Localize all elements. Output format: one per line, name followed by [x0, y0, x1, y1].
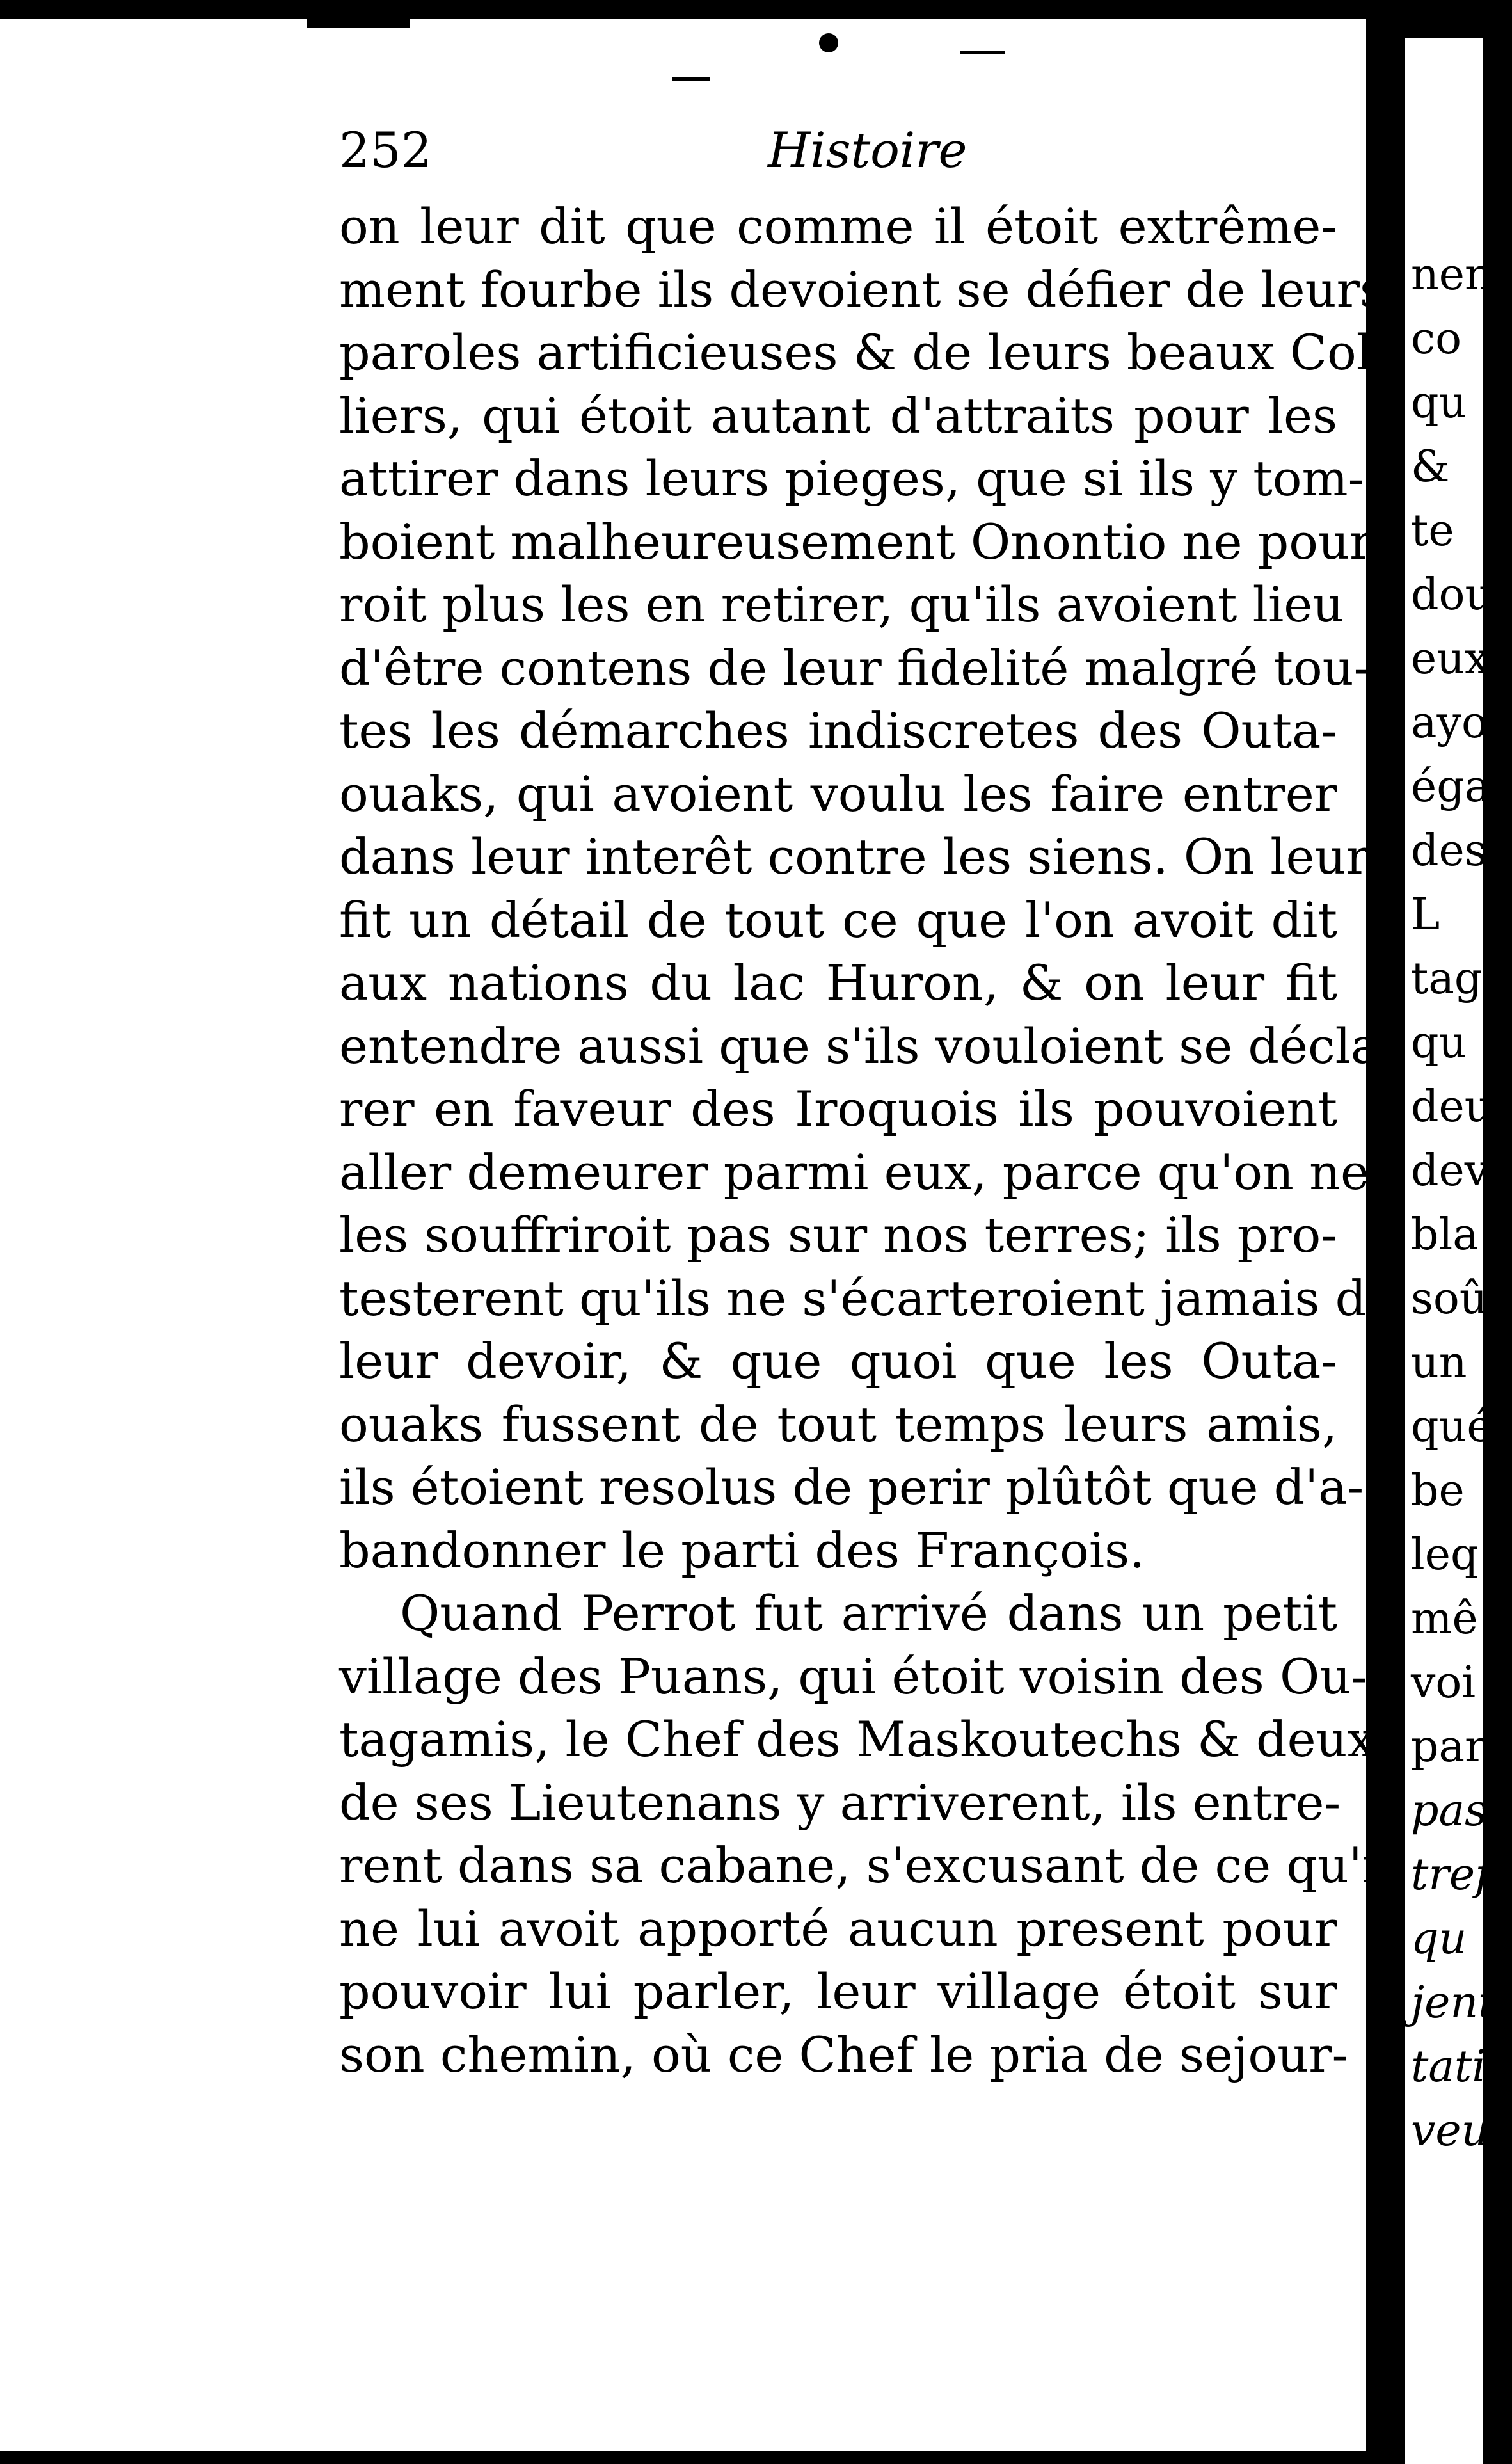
facing-page-text: voi — [1411, 1658, 1476, 1708]
facing-page-text: co — [1411, 314, 1462, 364]
text-line: tagamis, le Chef des Maskoutechs & deux — [339, 1711, 1375, 1768]
text-line: de ses Lieutenans y arriverent, ils entre- — [339, 1773, 1341, 1831]
page-header — [339, 122, 1337, 192]
facing-page-text: L — [1411, 890, 1440, 940]
text-line: fit un détail de tout ce que l'on avoit dit — [339, 891, 1337, 948]
facing-page-text: par — [1411, 1722, 1486, 1772]
facing-page-text: deu — [1411, 1082, 1493, 1132]
text-line: boient malheureusement Onontio ne pour- — [339, 513, 1389, 570]
text-line: Quand Perrot fut arrivé dans un petit — [400, 1585, 1337, 1642]
facing-page-text: mê — [1411, 1594, 1478, 1644]
text-line: liers, qui étoit autant d'attraits pour les — [339, 387, 1337, 444]
text-line: ment fourbe ils devoient se défier de leurs — [339, 260, 1385, 318]
facing-page-text: veu — [1411, 2106, 1490, 2156]
scan-speck — [819, 33, 838, 52]
facing-page-text: te — [1411, 506, 1454, 556]
facing-page-text: tag — [1411, 954, 1483, 1004]
facing-page-text: bla — [1411, 1210, 1479, 1260]
text-line: son chemin, où ce Chef le pria de sejour- — [339, 2026, 1349, 2083]
facing-page-fragment — [1405, 38, 1512, 2464]
scan-speck — [307, 19, 410, 28]
text-line: dans leur interêt contre les siens. On leur — [339, 828, 1369, 885]
facing-page-text: pas — [1411, 1786, 1487, 1836]
text-line: aux nations du lac Huron, & on leur fit — [339, 954, 1337, 1011]
facing-page-text: des — [1411, 826, 1487, 876]
facing-page-text: eux — [1411, 634, 1490, 684]
text-line: roit plus les en retirer, qu'ils avoient lieu — [339, 576, 1344, 633]
facing-page-text: ayo — [1411, 698, 1488, 748]
facing-page-text: leq — [1411, 1530, 1479, 1580]
text-line: entendre aussi que s'ils vouloient se décla- — [339, 1017, 1396, 1075]
scan-speck — [960, 51, 1005, 54]
facing-page-text: tatio — [1411, 2042, 1512, 2092]
text-line: village des Puans, qui étoit voisin des Ou- — [339, 1647, 1367, 1705]
facing-page-text: tref — [1411, 1850, 1492, 1900]
facing-page-text: & — [1411, 442, 1450, 492]
text-line: aller demeurer parmi eux, parce qu'on ne — [339, 1143, 1369, 1201]
facing-page-text: jent — [1411, 1978, 1496, 2028]
text-line: pouvoir lui parler, leur village étoit sur — [339, 1963, 1337, 2020]
page-number: 252 — [339, 122, 433, 179]
text-line: bandonner le parti des François. — [339, 1521, 1145, 1579]
text-line: paroles artificieuses & de leurs beaux Col- — [339, 324, 1389, 381]
facing-page-text: dou — [1411, 570, 1493, 620]
text-line: ouaks, qui avoient voulu les faire entrer — [339, 765, 1337, 822]
facing-page-text: qué — [1411, 1402, 1493, 1452]
body-text — [339, 195, 1396, 2086]
text-line: testerent qu'ils ne s'écarteroient jamais de — [339, 1269, 1396, 1327]
text-line: d'être contens de leur fidelité malgré tou- — [339, 639, 1371, 696]
text-line: rent dans sa cabane, s'excusant de ce qu'il — [339, 1837, 1394, 1894]
facing-page-text: qu — [1411, 378, 1467, 428]
facing-page-text: qu i — [1411, 1914, 1495, 1964]
running-head: Histoire — [768, 122, 967, 179]
facing-page-text: be — [1411, 1466, 1465, 1516]
facing-page-text: dev — [1411, 1146, 1490, 1196]
facing-page-text: éga — [1411, 762, 1491, 812]
text-line: rer en faveur des Iroquois ils pouvoient — [339, 1080, 1337, 1137]
text-line: attirer dans leurs pieges, que si ils y tom- — [339, 450, 1365, 507]
facing-page-text: nen — [1411, 250, 1493, 300]
text-line: les souffriroit pas sur nos terres; ils pro- — [339, 1206, 1337, 1263]
text-line: on leur dit que comme il étoit extrême- — [339, 198, 1337, 255]
scan-speck — [672, 77, 710, 81]
facing-page-text: un — [1411, 1338, 1467, 1388]
text-line: ouaks fussent de tout temps leurs amis, — [339, 1395, 1337, 1453]
facing-page-text: qu — [1411, 1018, 1467, 1068]
text-line: leur devoir, & que quoi que les Outa- — [339, 1332, 1337, 1389]
text-line: tes les démarches indiscretes des Outa- — [339, 702, 1337, 759]
facing-page-text: soû — [1411, 1274, 1488, 1324]
text-line: ne lui avoit apporté aucun present pour — [339, 1900, 1337, 1957]
text-line: ils étoient resolus de perir plûtôt que d'a- — [339, 1459, 1364, 1516]
